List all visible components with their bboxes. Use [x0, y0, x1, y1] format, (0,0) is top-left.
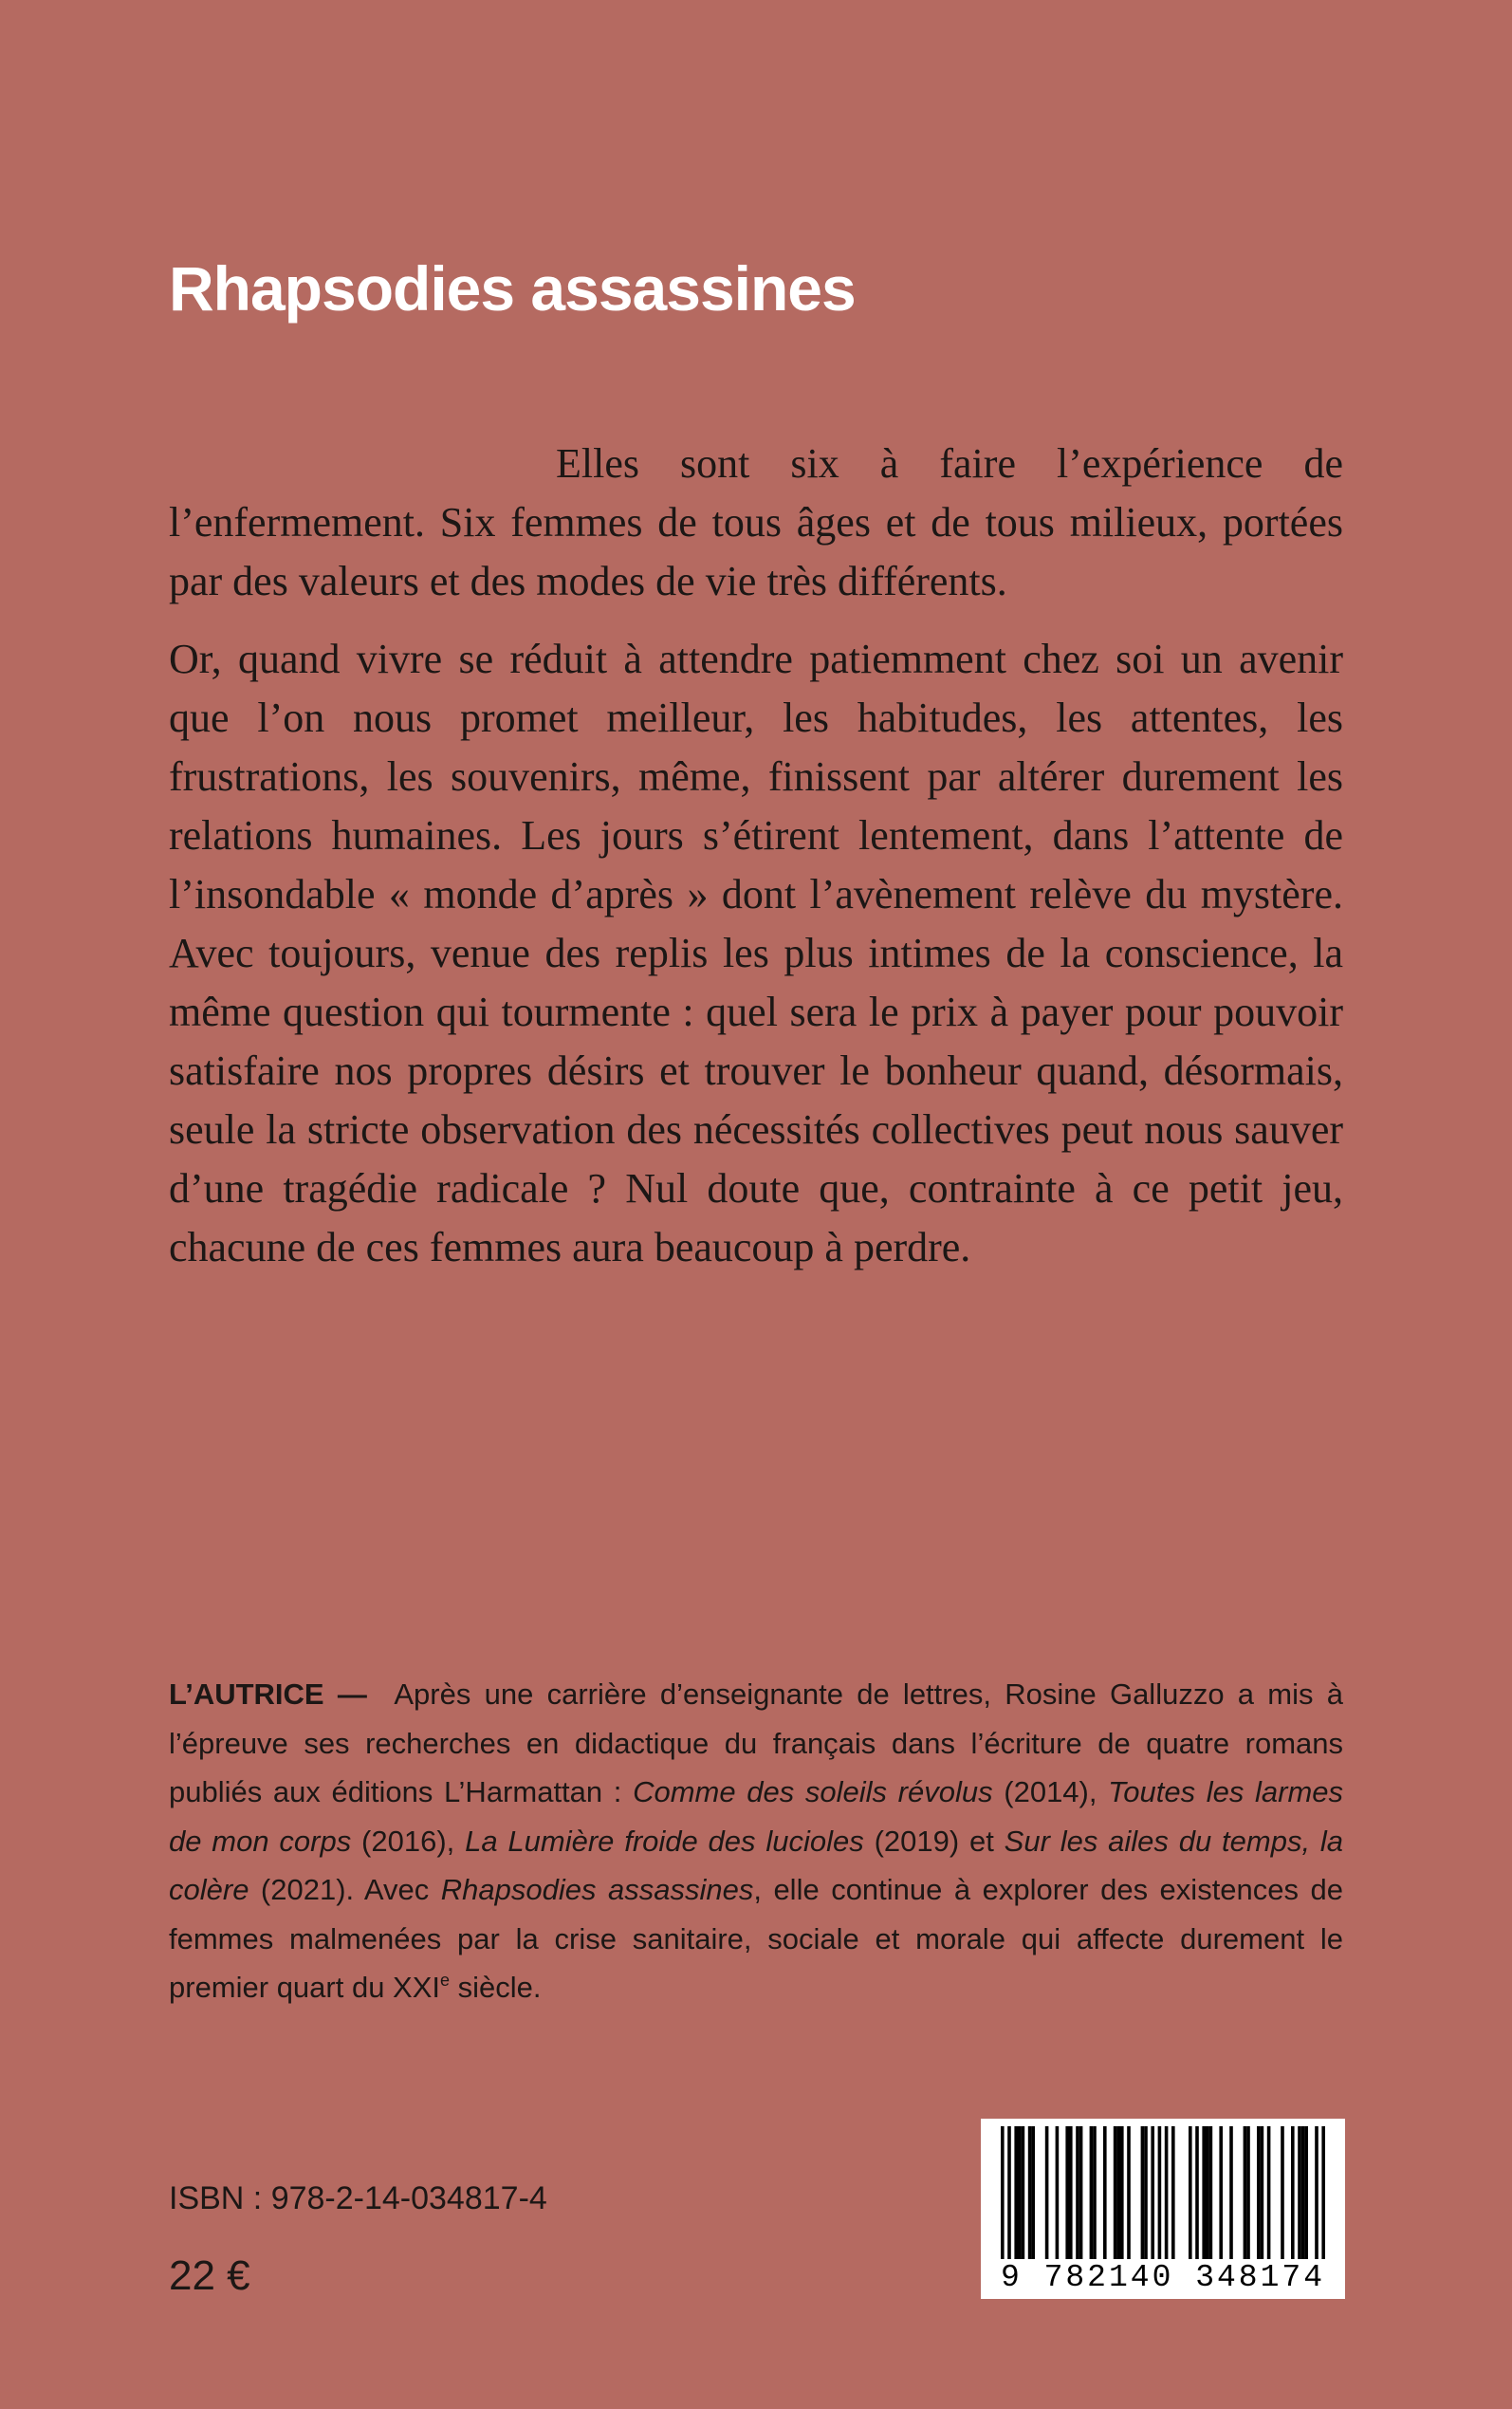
barcode-bar	[1076, 2126, 1079, 2259]
barcode-bar	[1301, 2126, 1305, 2259]
barcode-bar	[1069, 2126, 1073, 2259]
barcode-bar	[1267, 2126, 1271, 2259]
barcode-bar	[1022, 2126, 1025, 2259]
barcode-bar	[1229, 2126, 1233, 2259]
price: 22 €	[169, 2252, 250, 2299]
barcode-bar	[1045, 2126, 1049, 2259]
isbn: ISBN : 978-2-14-034817-4	[169, 2180, 547, 2216]
barcode-bar	[1056, 2126, 1060, 2259]
bio-text: (2014),	[992, 1775, 1109, 1808]
barcode-bar	[1195, 2126, 1199, 2259]
blurb-paragraph-1: Elles sont six à faire l’expérience de l’enfermement. Six femmes de tous âges et de tous milieux, portées par des valeurs et des modes de vie très différents.	[169, 440, 1343, 604]
barcode-bar	[1141, 2126, 1145, 2259]
barcode-bar	[1291, 2126, 1295, 2259]
barcode-bar	[1304, 2126, 1308, 2259]
barcode-bar	[1014, 2126, 1018, 2259]
bio-text: siècle.	[450, 1971, 542, 2004]
bio-book-title: Rhapsodies assassines	[440, 1873, 754, 1906]
bio-book-title: Sur les ailes du temps, la colère	[169, 1824, 1344, 1906]
bio-book-title: La Lumière froide des lucioles	[465, 1824, 864, 1858]
author-bio-label: L’AUTRICE —	[169, 1677, 367, 1711]
barcode-bar	[1018, 2126, 1022, 2259]
barcode-bar	[1127, 2126, 1131, 2259]
barcode-bar	[1298, 2126, 1301, 2259]
barcode-digits: 9 782140 348174	[1000, 2260, 1326, 2295]
barcode-bar	[1028, 2126, 1032, 2259]
barcode-bar	[1103, 2126, 1107, 2259]
barcode-bar	[1151, 2126, 1154, 2259]
barcode-bar	[1206, 2126, 1209, 2259]
barcode-bars	[981, 2119, 1345, 2261]
barcode-bar	[1093, 2126, 1097, 2259]
bio-text: (2019) et	[863, 1824, 1005, 1858]
book-blurb	[169, 435, 1343, 1277]
barcode-bar	[1246, 2126, 1250, 2259]
bio-text: , elle continue à explorer des existences de femmes malmenées par la crise sanitaire, sociale et morale qui affecte durement le premier quart du XXI	[169, 1873, 1343, 2004]
barcode-bar	[1120, 2126, 1124, 2259]
barcode-bar	[1079, 2126, 1083, 2259]
bio-text: (2016),	[351, 1824, 466, 1858]
barcode-bar	[1209, 2126, 1213, 2259]
barcode-bar	[1144, 2126, 1148, 2259]
barcode-bar	[1001, 2126, 1005, 2259]
barcode-bar	[1158, 2126, 1162, 2259]
barcode-bar	[1090, 2126, 1094, 2259]
blurb-paragraph-2: Or, quand vivre se réduit à attendre patiemment chez soi un avenir que l’on nous promet meilleur, les habitudes, les attentes, les frustrations, les souvenirs, même, finissent par altérer durement les relations humaines. Les jours s’étirent lentement, dans l’attente de l’insondable « monde d’après » dont l’avènement relève du mystère. Avec toujours, venue des replis les plus intimes de la conscience, la même question qui tourmente : quel sera le prix à payer pour pouvoir satisfaire nos propres désirs et trouver le bonheur quand, désormais, seule la stricte observation des nécessités collectives peut nous sauver d’une tragédie radicale ? Nul doute que, contrainte à ce petit jeu, chacune de ces femmes aura beaucoup à perdre.	[169, 636, 1343, 1270]
author-bio	[169, 1670, 1343, 2012]
isbn-barcode	[981, 2119, 1345, 2299]
barcode-bar	[1114, 2126, 1117, 2259]
barcode-bar	[1261, 2126, 1264, 2259]
barcode-bar	[1315, 2126, 1318, 2259]
book-title: Rhapsodies assassines	[169, 253, 856, 324]
barcode-bar	[1202, 2126, 1206, 2259]
bio-text: (2021). Avec	[249, 1873, 441, 1906]
barcode-bar	[1281, 2126, 1284, 2259]
bio-text: Après une carrière d’enseignante de lettres, Rosine Galluzzo a mis à l’épreuve ses recherches en didactique du français dans l’écriture de quatre romans publiés aux éditions L’Harmattan :	[169, 1677, 1343, 1808]
barcode-bar	[1116, 2126, 1120, 2259]
barcode-bar	[1165, 2126, 1169, 2259]
bio-book-title: Comme des soleils révolus	[633, 1775, 993, 1808]
barcode-bar	[1189, 2126, 1192, 2259]
barcode-bar	[1257, 2126, 1261, 2259]
century-superscript: e	[440, 1971, 451, 1990]
barcode-bar	[1065, 2126, 1069, 2259]
barcode-bar	[1219, 2126, 1223, 2259]
bio-book-title: Toutes les larmes de mon corps	[169, 1775, 1344, 1858]
barcode-bar	[1031, 2126, 1035, 2259]
barcode-bar	[1007, 2126, 1011, 2259]
barcode-bar	[1244, 2126, 1247, 2259]
barcode-bar	[1321, 2126, 1325, 2259]
barcode-bar	[1171, 2126, 1175, 2259]
